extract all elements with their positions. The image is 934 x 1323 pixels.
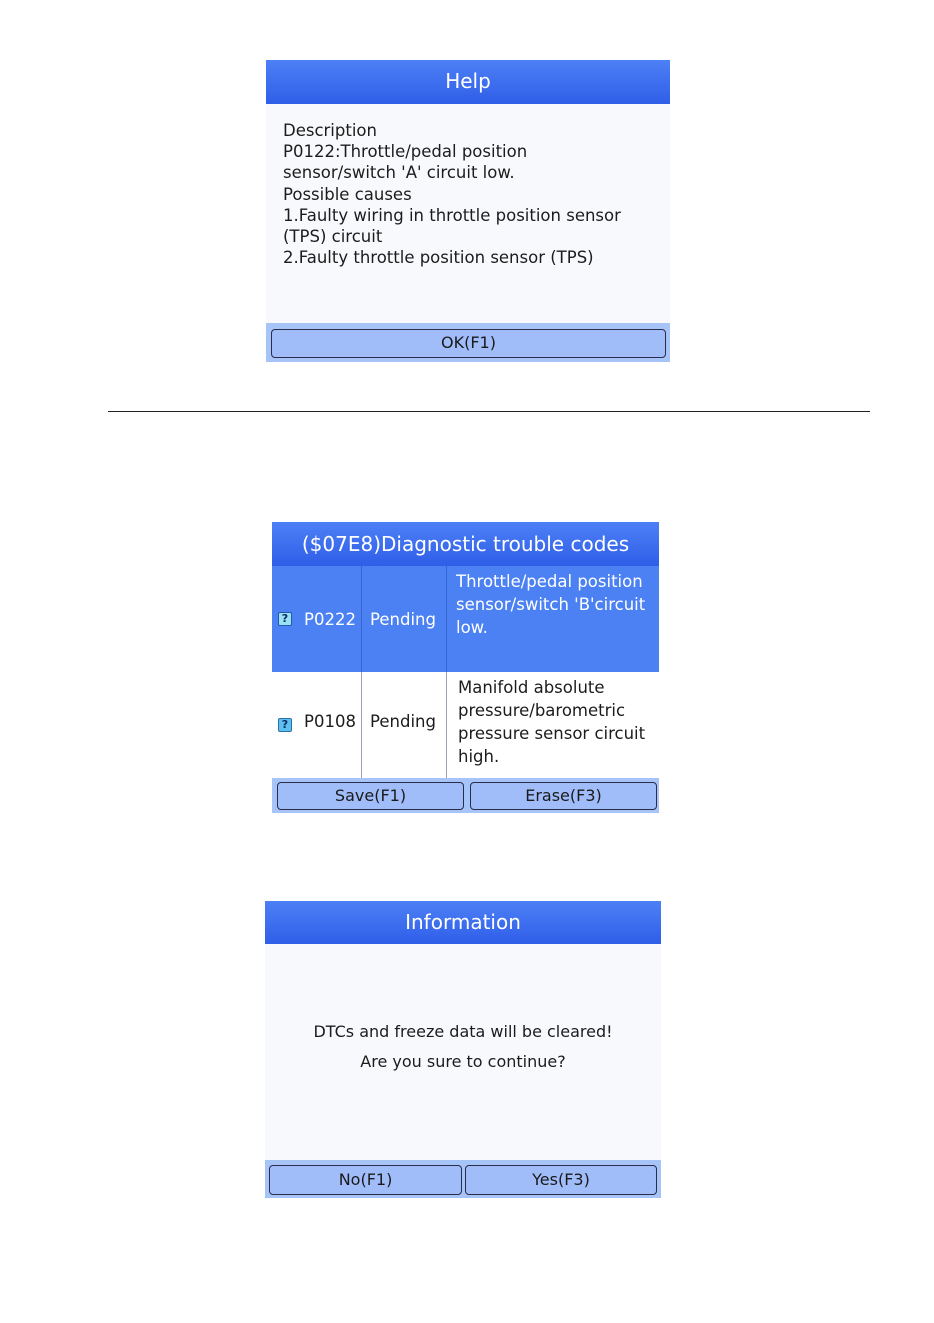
- dtc-description: Manifold absolute pressure/barometric pressure sensor circuit high.: [458, 678, 646, 766]
- dtc-status: Pending: [370, 610, 436, 629]
- help-line: (TPS) circuit: [283, 227, 383, 247]
- help-title: Help: [266, 60, 670, 104]
- dtc-title: ($07E8)Diagnostic trouble codes: [272, 522, 659, 566]
- information-title: Information: [265, 901, 661, 944]
- no-button[interactable]: No(F1): [269, 1165, 462, 1195]
- help-dialog: [266, 60, 670, 362]
- help-line: P0122:Throttle/pedal position: [283, 142, 528, 162]
- information-dialog: [265, 901, 661, 1198]
- help-button-bar: [266, 323, 670, 362]
- information-button-bar: [265, 1160, 661, 1198]
- erase-button[interactable]: Erase(F3): [470, 782, 657, 810]
- help-line: Possible causes: [283, 184, 412, 204]
- dtc-status: Pending: [370, 712, 436, 731]
- yes-button[interactable]: Yes(F3): [465, 1165, 657, 1195]
- dtc-status-cell: [362, 566, 447, 672]
- ok-button[interactable]: OK(F1): [271, 329, 666, 358]
- help-line: Description: [283, 121, 377, 140]
- section-divider: [108, 411, 870, 412]
- dtc-code-cell: [272, 566, 362, 672]
- message-line: Are you sure to continue?: [360, 1052, 566, 1071]
- dtc-code: P0222: [304, 610, 356, 629]
- dtc-screen: [272, 522, 659, 813]
- help-body: [283, 120, 663, 268]
- dtc-code: P0108: [304, 712, 356, 731]
- dtc-row-p0108[interactable]: [272, 672, 659, 778]
- help-line: 1.Faulty wiring in throttle position sensor: [283, 205, 621, 225]
- dtc-button-bar: [272, 778, 659, 813]
- question-icon[interactable]: ?: [278, 718, 292, 732]
- help-line: sensor/switch 'A' circuit low.: [283, 163, 515, 183]
- dtc-description: Throttle/pedal position sensor/switch 'B'circuit low.: [456, 572, 646, 637]
- save-button[interactable]: Save(F1): [277, 782, 464, 810]
- question-icon[interactable]: ?: [278, 612, 292, 626]
- help-line: 2.Faulty throttle position sensor (TPS): [283, 248, 594, 268]
- dtc-row-p0222[interactable]: [272, 566, 659, 672]
- dtc-status-cell: [362, 672, 447, 778]
- message-line: DTCs and freeze data will be cleared!: [313, 1022, 613, 1041]
- dtc-code-cell: [272, 672, 362, 778]
- information-message: [265, 1017, 661, 1077]
